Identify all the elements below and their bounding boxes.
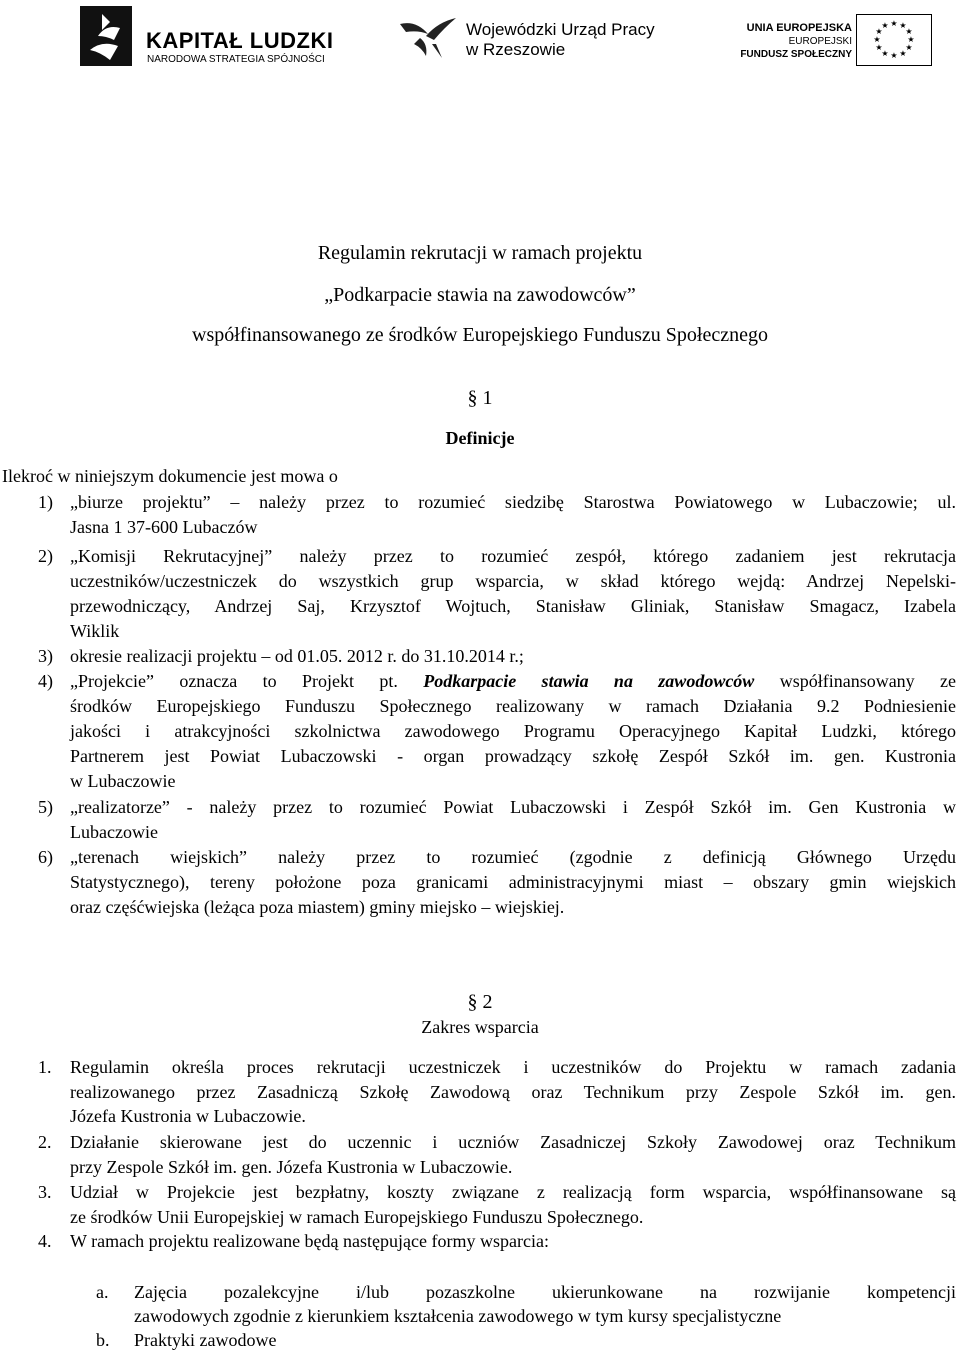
page-header bbox=[0, 0, 960, 80]
subitem-letter: b. bbox=[96, 1330, 110, 1350]
svg-text:★: ★ bbox=[881, 49, 889, 58]
section2-heading: Zakres wsparcia bbox=[421, 1017, 539, 1037]
definition-number: 3) bbox=[38, 646, 53, 666]
definition-number: 2) bbox=[38, 546, 53, 566]
definition-1-line2: Jasna 1 37-600 Lubaczów bbox=[70, 517, 258, 537]
eu-logo bbox=[740, 14, 948, 70]
rule-1-line1: Regulamin określa proces rekrutacji uczestniczek i uczestników do Projektu w ramach zadania bbox=[70, 1057, 956, 1077]
svg-text:★: ★ bbox=[899, 21, 907, 30]
wup-name-line2: w Rzeszowie bbox=[466, 40, 566, 59]
document-title-line1: Regulamin rekrutacji w ramach projektu bbox=[317, 242, 643, 264]
definition-2-line3: przewodniczący, Andrzej Saj, Krzysztof Wojtuch, Stanisław Gliniak, Stanisław Smagacz, Izabela bbox=[70, 596, 956, 616]
rule-3-line1: Udział w Projekcie jest bezpłatny, koszty związane z realizacją form wsparcia, współfinansowane są bbox=[70, 1182, 956, 1202]
kapital-ludzki-subtitle: NARODOWA STRATEGIA SPÓJNOŚCI bbox=[147, 54, 325, 65]
definition-4-pre: „Projekcie” oznacza to Projekt pt. bbox=[70, 671, 398, 691]
rule-number: 4. bbox=[38, 1231, 52, 1251]
subitem-a-line2: zawodowych zgodnie z kierunkiem kształcenia zawodowego w tym kursy specjalistyczne bbox=[134, 1306, 782, 1326]
section1-symbol: § 1 bbox=[467, 387, 493, 409]
kapital-ludzki-logo bbox=[80, 6, 334, 70]
definition-number: 5) bbox=[38, 797, 53, 817]
subitem-a-line1: Zajęcia pozalekcyjne i/lub pozaszkolne ukierunkowane na rozwijanie kompetencji bbox=[134, 1282, 956, 1302]
svg-text:★: ★ bbox=[905, 43, 913, 52]
rule-number: 2. bbox=[38, 1132, 52, 1152]
definition-2-line4: Wiklik bbox=[70, 621, 120, 641]
wup-rzeszow-logo bbox=[398, 10, 698, 66]
wup-name bbox=[466, 20, 655, 60]
definition-3-line1: okresie realizacji projektu – od 01.05. 2012 r. do 31.10.2014 r.; bbox=[70, 646, 524, 666]
kapital-ludzki-title: KAPITAŁ LUDZKI bbox=[146, 28, 334, 53]
eu-line2: EUROPEJSKI bbox=[788, 36, 852, 47]
bird-icon bbox=[398, 14, 460, 64]
definition-6-line2: Statystycznego), tereny położone poza granicami administracyjnymi miast – obszary gmin wiejskich bbox=[70, 872, 956, 892]
svg-text:★: ★ bbox=[873, 35, 881, 44]
document-title-line2: „Podkarpacie stawia na zawodowców” bbox=[324, 284, 636, 306]
rule-2-line2: przy Zespole Szkół im. gen. Józefa Kustronia w Lubaczowie. bbox=[70, 1157, 513, 1177]
eu-line1: UNIA EUROPEJSKA bbox=[746, 22, 852, 34]
definition-6-line1: „terenach wiejskich” należy przez to rozumieć (zgodnie z definicją Głównego Urzędu bbox=[70, 847, 956, 867]
definition-4-line1 bbox=[70, 670, 956, 692]
definition-6-line3: oraz częśćwiejska (leżąca poza miastem) gminy miejsko – wiejskiej. bbox=[70, 897, 565, 917]
eu-line3: FUNDUSZ SPOŁECZNY bbox=[740, 49, 852, 60]
definition-5-line2: Lubaczowie bbox=[70, 822, 158, 842]
rule-3-line2: ze środków Unii Europejskiej w ramach Europejskiego Funduszu Społecznego. bbox=[70, 1207, 644, 1227]
svg-text:★: ★ bbox=[890, 51, 898, 60]
rule-1-line3: Józefa Kustronia w Lubaczowie. bbox=[70, 1106, 306, 1126]
rule-number: 3. bbox=[38, 1182, 52, 1202]
definition-4-line2: środków Europejskiego Funduszu Społecznego realizowany w ramach Działania 9.2 Podniesienie bbox=[70, 696, 956, 716]
definition-4-line5: w Lubaczowie bbox=[70, 771, 176, 791]
svg-text:★: ★ bbox=[881, 21, 889, 30]
document-title-line3: współfinansowanego ze środków Europejskiego Funduszu Społecznego bbox=[192, 324, 768, 346]
project-title-italic: Podkarpacie stawia na zawodowców bbox=[423, 671, 755, 691]
section1-heading: Definicje bbox=[445, 428, 515, 448]
definition-number: 6) bbox=[38, 847, 53, 867]
svg-text:★: ★ bbox=[899, 49, 907, 58]
subitem-b-line1: Praktyki zawodowe bbox=[134, 1330, 277, 1350]
definition-number: 1) bbox=[38, 492, 53, 512]
wup-name-line1: Wojewódzki Urząd Pracy bbox=[466, 20, 655, 39]
subitem-letter: a. bbox=[96, 1282, 109, 1302]
rule-2-line1: Działanie skierowane jest do uczennic i uczniów Zasadniczej Szkoły Zawodowej oraz Technikum bbox=[70, 1132, 956, 1152]
svg-text:★: ★ bbox=[890, 19, 898, 28]
definition-number: 4) bbox=[38, 671, 53, 691]
svg-text:★: ★ bbox=[875, 27, 883, 36]
eu-flag-icon bbox=[856, 14, 932, 66]
svg-text:★: ★ bbox=[907, 35, 915, 44]
definition-2-line2: uczestników/uczestniczek do wszystkich grup wsparcia, w skład którego wejdą: Andrzej Nepelski- bbox=[70, 571, 956, 591]
eu-text bbox=[740, 22, 852, 61]
definition-4-post: współfinansowany ze bbox=[779, 671, 957, 691]
definition-2-line1: „Komisji Rekrutacyjnej” należy przez to rozumieć zespół, którego zadaniem jest rekrutacja bbox=[70, 546, 956, 566]
definition-4-line4: Partnerem jest Powiat Lubaczowski - organ prowadzący szkołę Zespół Szkół im. gen. Kustronia bbox=[70, 746, 956, 766]
rule-4-line1: W ramach projektu realizowane będą następujące formy wsparcia: bbox=[70, 1231, 549, 1251]
svg-text:★: ★ bbox=[905, 27, 913, 36]
section1-intro: Ilekroć w niniejszym dokumencie jest mowa o bbox=[2, 466, 338, 486]
section2-symbol: § 2 bbox=[467, 991, 493, 1013]
rule-number: 1. bbox=[38, 1057, 52, 1077]
definition-5-line1: „realizatorze” - należy przez to rozumieć Powiat Lubaczowski i Zespół Szkół im. Gen Kustronia w bbox=[70, 797, 956, 817]
kapital-ludzki-emblem bbox=[80, 6, 132, 66]
svg-text:★: ★ bbox=[875, 43, 883, 52]
definition-4-line3: jakości i atrakcyjności szkolnictwa zawodowego Programu Operacyjnego Kapitał Ludzki, którego bbox=[70, 721, 956, 741]
definition-1-line1: „biurze projektu” – należy przez to rozumieć siedzibę Starostwa Powiatowego w Lubaczowie; ul. bbox=[70, 492, 956, 512]
rule-1-line2: realizowanego przez Zasadniczą Szkołę Zawodową oraz Technikum przy Zespole Szkół im. gen. bbox=[70, 1082, 956, 1102]
